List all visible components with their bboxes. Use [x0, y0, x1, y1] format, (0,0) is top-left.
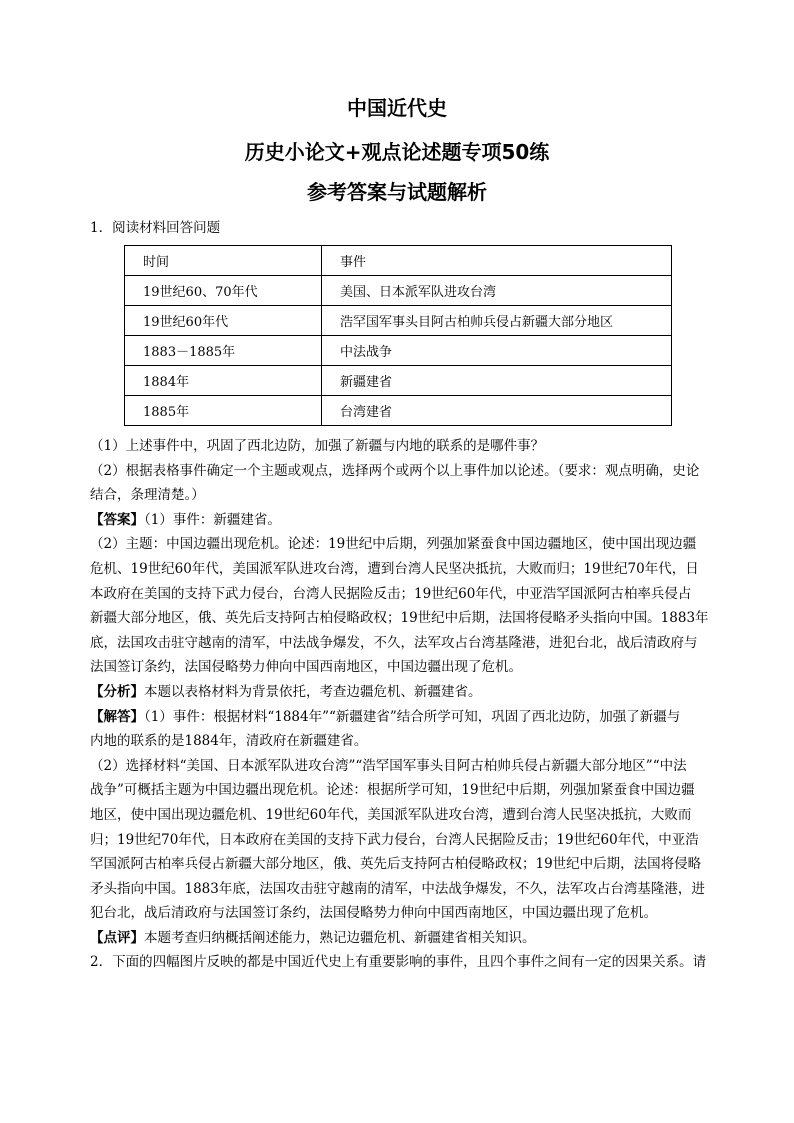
sub-question-1: （1）上述事件中，巩固了西北边防，加强了新疆与内地的联系的是哪件事？	[90, 438, 545, 454]
table-cell: 1883－1885年	[125, 336, 322, 366]
answer-line: （2）主题：中国边疆出现危机。论述：19世纪中后期，列强加紧蚕食中国边疆地区，使中国出现边疆	[90, 536, 697, 553]
answer-line: 法国签订条约，法国侵略势力伸向中国西南地区，中国边疆出现了危机。	[90, 659, 522, 676]
table-row	[125, 306, 672, 336]
table-row	[125, 336, 672, 366]
comment-text: 本题考查归纳概括阐述能力，熟记边疆危机、新疆建省相关知识。	[144, 929, 536, 946]
table-header-cell: 事件	[322, 246, 672, 276]
solution-line	[90, 705, 730, 730]
table-header-cell: 时间	[125, 246, 322, 276]
sub-question-2-line: 结合，条理清楚。）	[90, 487, 205, 504]
solution-line: 罕国派阿古柏率兵侵占新疆大部分地区，俄、英先后支持阿古柏侵略政权；19世纪中后期，法国将侵略	[90, 856, 702, 873]
material-table	[124, 245, 672, 426]
analysis-tag: 【分析】	[90, 683, 144, 700]
comment-line	[90, 926, 730, 951]
sub-title: 历史小论文+观点论述题专项50练	[244, 140, 550, 164]
table-row	[125, 366, 672, 396]
answer-line	[90, 508, 730, 533]
solution-line: 矛头指向中国。1883年底，法国攻击驻守越南的清军，中法战争爆发，不久，法军攻占台湾基隆港，进	[90, 880, 705, 897]
solution-line: 地区，使中国出现边疆危机、19世纪60年代，美国派军队进攻台湾，遭到台湾人民坚决抵抗，大败而	[90, 806, 692, 823]
sub-question-2-line: （2）根据表格事件确定一个主题或观点，选择两个或两个以上事件加以论述。（要求：观点明确，史论	[90, 462, 700, 479]
table-header-row	[125, 246, 672, 276]
table-row	[125, 276, 672, 306]
answer-text: （1）事件：新疆建省。	[144, 511, 281, 528]
table-cell: 美国、日本派军队进攻台湾	[322, 276, 672, 306]
table-cell: 19世纪60、70年代	[125, 276, 322, 306]
solution-line: 内地的联系的是1884年，清政府在新疆建省。	[90, 733, 368, 750]
table-cell: 1885年	[125, 396, 322, 426]
analysis-line	[90, 680, 730, 705]
solution-line: 战争”可概括主题为中国边疆出现危机。论述：根据所学可知，19世纪中后期，列强加紧蚕食中国边疆	[90, 782, 695, 799]
table-cell: 浩罕国军事头目阿古柏帅兵侵占新疆大部分地区	[322, 306, 672, 336]
solution-line: 犯台北，战后清政府与法国签订条约，法国侵略势力伸向中国西南地区，中国边疆出现了危机。	[90, 905, 657, 922]
table-row	[125, 396, 672, 426]
answer-line: 新疆大部分地区，俄、英先后支持阿古柏侵略政权；19世纪中后期，法国将侵略矛头指向中国。1883年	[90, 610, 709, 627]
answer-tag: 【答案】	[90, 511, 144, 528]
comment-tag: 【点评】	[90, 929, 144, 946]
question-1-intro: 1．阅读材料回答问题	[90, 220, 221, 236]
answer-line: 本政府在美国的支持下武力侵台，台湾人民据险反击；19世纪60年代，中亚浩罕国派阿古柏率兵侵占	[90, 585, 692, 602]
main-title: 中国近代史	[347, 96, 447, 120]
question-1-body	[90, 434, 730, 975]
solution-line: 归；19世纪70年代，日本政府在美国的支持下武力侵台，台湾人民据险反击；19世纪60年代，中亚浩	[90, 831, 699, 848]
answer-line: 底，法国攻击驻守越南的清军，中法战争爆发，不久，法军攻占台湾基隆港，进犯台北，战后清政府与	[90, 634, 698, 651]
solution-tag: 【解答】	[90, 708, 144, 725]
analysis-text: 本题以表格材料为背景依托，考查边疆危机、新疆建省。	[144, 683, 482, 700]
table-cell: 台湾建省	[322, 396, 672, 426]
solution-line: （2）选择材料“美国、日本派军队进攻台湾”“浩罕国军事头目阿古柏帅兵侵占新疆大部分地区”“中法	[90, 757, 687, 774]
question-2-intro: 2．下面的四幅图片反映的都是中国近代史上有重要影响的事件，且四个事件之间有一定的因果关系。请	[90, 954, 707, 971]
section-title: 参考答案与试题解析	[307, 180, 487, 204]
answer-line: 危机、19世纪60年代，美国派军队进攻台湾，遭到台湾人民坚决抵抗，大败而归；19世纪70年代，日	[90, 560, 699, 577]
table-cell: 19世纪60年代	[125, 306, 322, 336]
table-cell: 新疆建省	[322, 366, 672, 396]
table-cell: 1884年	[125, 366, 322, 396]
table-cell: 中法战争	[322, 336, 672, 366]
solution-text: （1）事件：根据材料“1884年”“新疆建省”结合所学可知，巩固了西北边防，加强了新疆与	[144, 708, 681, 725]
